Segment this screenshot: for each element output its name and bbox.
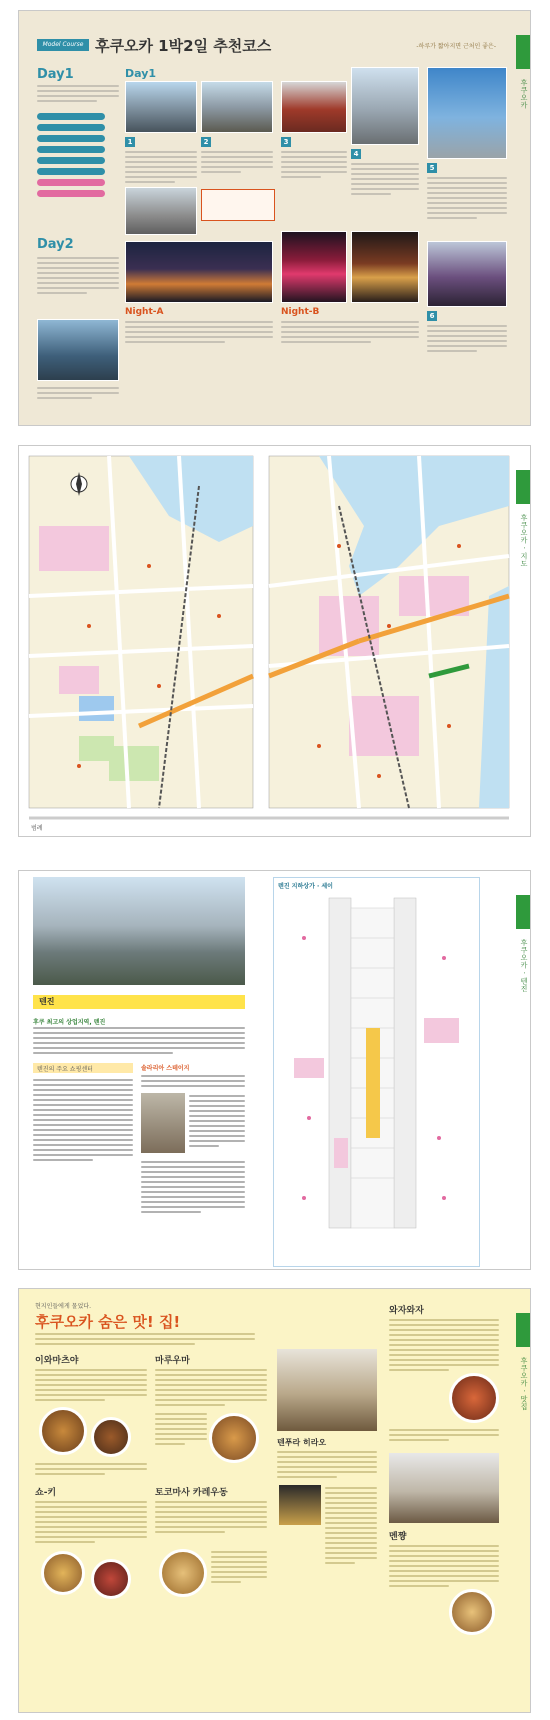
side-tab-label: 후쿠오카 · 맛집 [520,1357,528,1411]
side-tab [516,1313,530,1347]
page-title: 후쿠오카 숨은 맛! 집! [35,1313,181,1331]
cook-photo [389,1453,499,1523]
shop-name-4: 토코마사 카레우동 [155,1488,228,1498]
box-heading-1-bg [33,1063,133,1073]
food-photo-3 [41,1551,85,1595]
schedule-item [37,179,105,186]
caption-3: 3 [281,137,291,147]
photo-1 [125,81,197,133]
pool-block [79,696,114,721]
page-map [18,445,531,837]
schedule-item [37,135,105,142]
page-subtitle: -하루가 짧아지면 근처인 좋은- [416,43,496,50]
schedule-item [37,113,105,120]
food-photo-2 [91,1417,131,1457]
tempura-photo [279,1485,321,1525]
food-photo-7 [449,1373,499,1423]
photo-6 [427,241,507,307]
photo-night-a [125,241,273,303]
caption-5: 5 [427,163,437,173]
shop-name-2: 마루우마 [155,1356,190,1366]
night-a-label: Night-A [125,307,164,317]
shop-photo [141,1093,185,1153]
photo-4 [351,67,419,145]
caption-4: 4 [351,149,361,159]
caption-6: 6 [427,311,437,321]
section-band [33,995,245,1009]
food-photo-4 [91,1559,131,1599]
left-column [37,67,119,412]
shop-name-3: 쇼-키 [35,1488,57,1498]
photo-3 [281,81,347,133]
title-bar [37,35,337,57]
page-tenjin [18,870,531,1270]
caption-2: 2 [201,137,211,147]
side-tab [516,895,530,929]
city-map [19,446,531,837]
food-photo-5 [209,1413,259,1463]
side-tab-label: 후쿠오카 · 지도 [520,514,528,568]
side-tab [516,35,530,69]
schedule-list [37,113,119,201]
shop-name-1: 이와마츠야 [35,1356,79,1366]
food-photo-8 [449,1589,495,1635]
subheading: 후쿠 최고의 상업지역, 텐진 [33,1019,106,1026]
park-block [59,666,99,694]
food-photo-6 [159,1549,207,1597]
page-restaurants [18,1288,531,1713]
header-tag: Model Course [37,39,89,51]
page-model-course [18,10,531,426]
page-title: 후쿠오카 1박2일 추천코스 [95,37,272,55]
right-middle-column [281,67,421,412]
right-column [427,67,507,412]
food-photo-1 [39,1407,87,1455]
map-legend: 범례 [31,825,43,832]
green-area [79,736,114,761]
box-heading-2: 솔라리아 스테이지 [141,1065,190,1072]
underground-map [273,877,480,1267]
photo-street [125,187,197,235]
day1-inner-label: Day1 [125,67,157,80]
shop-name-5: 텐푸라 히라오 [277,1438,327,1447]
photo-night-b1 [281,231,347,303]
section-label: 텐진 [39,997,55,1006]
shop-name-7: 멘쨩 [389,1532,407,1542]
shop-name-6: 와자와자 [389,1306,424,1316]
underground-diagram [274,878,479,1266]
chef-photo [277,1349,377,1431]
schedule-item [37,146,105,153]
schedule-item [37,168,105,175]
side-tab-label: 후쿠오카 [520,79,528,109]
schedule-item [37,124,105,131]
map-title: 텐진 지하상가 · 세이 [278,883,333,890]
park-block [39,526,109,571]
caption-1: 1 [125,137,135,147]
green-area [109,746,159,781]
day2-photo [37,319,119,381]
side-tab-label: 후쿠오카 · 텐진 [520,939,528,993]
night-b-label: Night-B [281,307,320,317]
tenjin-photo [33,877,245,985]
photo-5 [427,67,507,159]
middle-column [125,67,275,412]
photo-2 [201,81,273,133]
photo-night-b2 [351,231,419,303]
day1-label: Day1 [37,67,74,82]
tip-box [201,189,275,221]
kicker: 현지인들에게 물었다. [35,1303,91,1310]
day2-label: Day2 [37,237,74,252]
box-heading-1: 텐진의 주요 쇼핑센터 [37,1066,93,1073]
schedule-item [37,190,105,197]
district-block [349,696,419,756]
schedule-item [37,157,105,164]
